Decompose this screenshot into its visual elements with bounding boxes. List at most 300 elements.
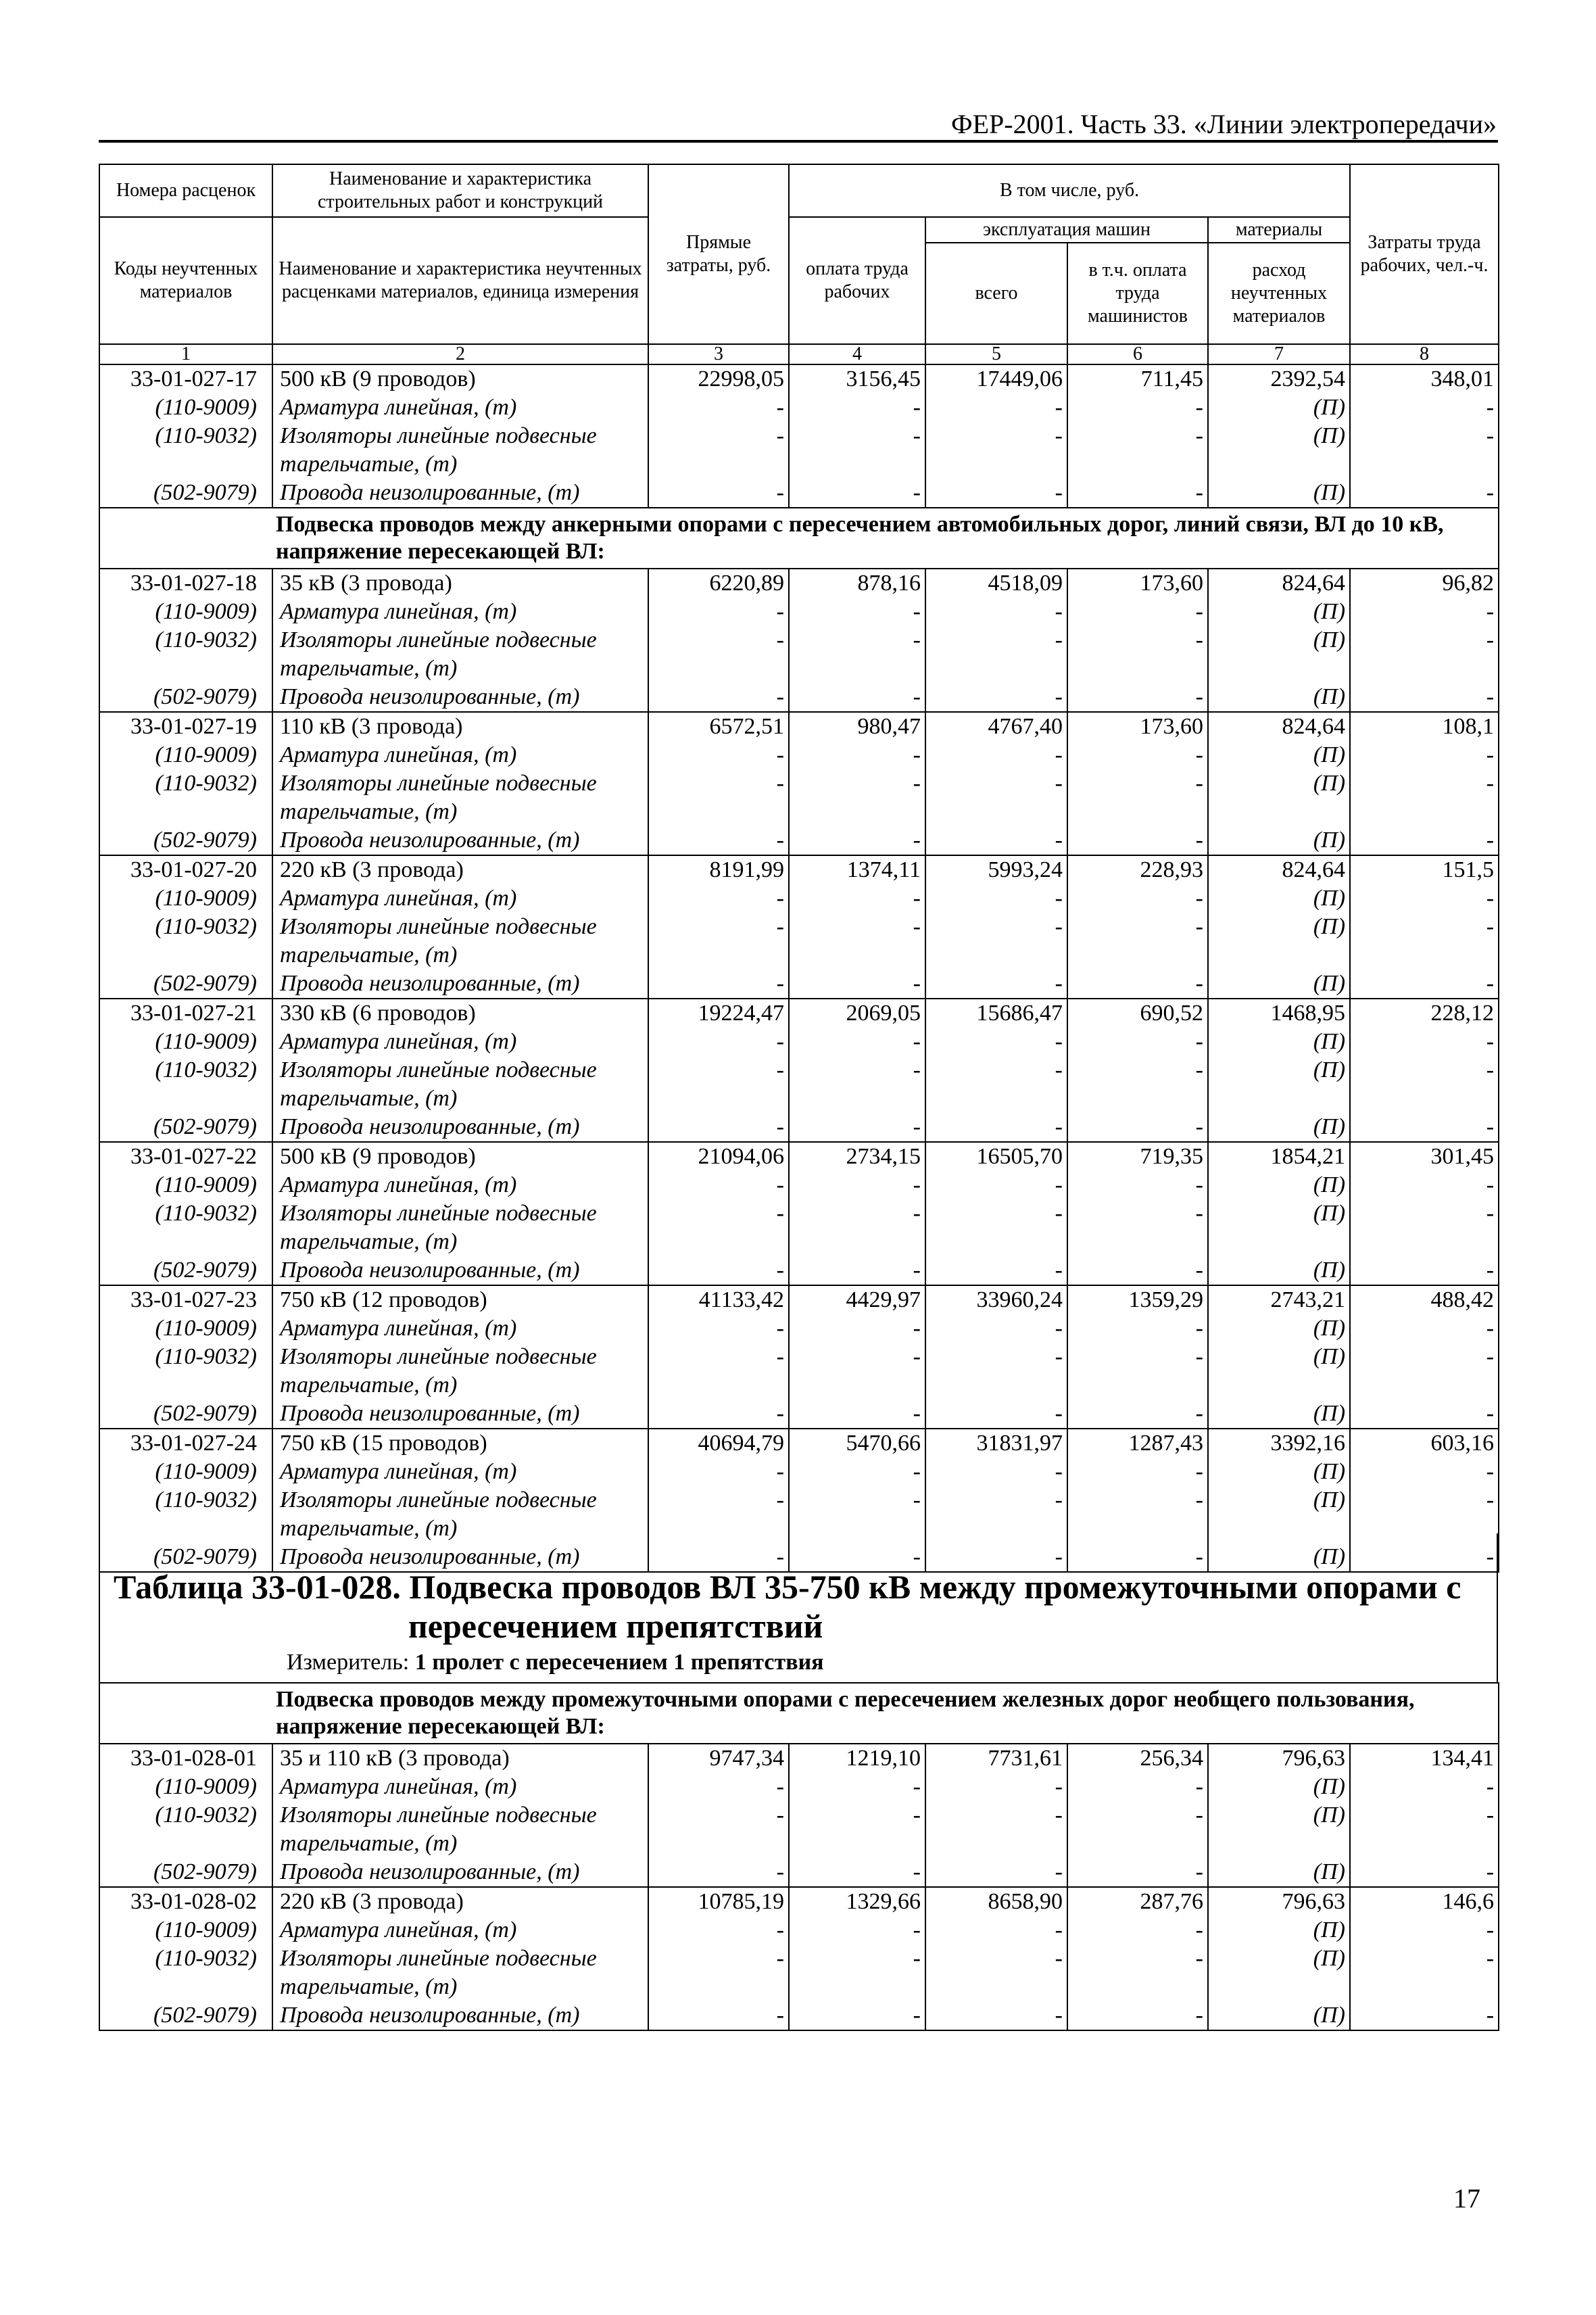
rate-value: 1287,43 [1067,1429,1208,1458]
column-number: 7 [1208,344,1350,364]
resource-name [272,970,648,999]
resource-dash: - [648,422,789,479]
resource-p-mark: (П) [1208,884,1350,913]
rate-value: 151,5 [1350,855,1499,884]
resource-code: (502-9079) [99,683,272,712]
resource-dash: - [1350,1028,1499,1056]
resource-dash: - [789,1858,925,1887]
resource-code: (502-9079) [99,1400,272,1429]
resource-name-text: Провода неизолированные, (т) [280,2003,580,2028]
resource-p-mark: (П) [1208,1486,1350,1543]
resource-dash: - [925,769,1067,826]
resource-row [99,626,1499,683]
resource-dash: - [648,1400,789,1429]
resource-dash: - [789,1028,925,1056]
rate-value: 40694,79 [648,1429,789,1458]
resource-code: (110-9009) [99,741,272,769]
rate-value: 4518,09 [925,569,1067,598]
rate-code: 33-01-027-17 [99,364,272,393]
rate-row [99,1429,1499,1458]
resource-dash: - [789,1486,925,1543]
resource-dash: - [1067,1801,1208,1858]
resource-dash: - [1067,1343,1208,1400]
resource-name-text: Изоляторы линейные подвесные [280,771,597,796]
resource-dash: - [1350,1171,1499,1199]
rate-value: 16505,70 [925,1142,1067,1171]
resource-name-text: Провода неизолированные, (т) [280,1114,580,1139]
resource-dash: - [648,1113,789,1142]
resource-dash: - [925,2001,1067,2030]
resource-code: (110-9032) [99,1343,272,1400]
resource-dash: - [1067,1773,1208,1801]
resource-code: (502-9079) [99,970,272,999]
resource-dash: - [789,1773,925,1801]
rate-row [99,1744,1499,1773]
resource-row [99,1314,1499,1343]
resource-name-text: Изоляторы линейные подвесные [280,627,597,652]
resource-name-text: Изоляторы линейные подвесные [280,1344,597,1369]
column-numbers-row [99,344,1499,364]
resource-row [99,422,1499,479]
resource-row [99,970,1499,999]
resource-dash: - [1350,769,1499,826]
resource-name-text: Провода неизолированные, (т) [280,684,580,709]
col-header-incl: В том числе, руб. [789,164,1350,217]
resource-p-mark: (П) [1208,1343,1350,1400]
resource-name [272,626,648,683]
resource-dash: - [1350,1343,1499,1400]
rate-value: 603,16 [1350,1429,1499,1458]
resource-dash: - [1067,393,1208,422]
resource-dash: - [1067,1056,1208,1113]
rate-value: 8658,90 [925,1887,1067,1916]
rate-value: 348,01 [1350,364,1499,393]
col-header-machines-total: всего [925,243,1067,344]
resource-row [99,1400,1499,1429]
resource-row [99,1916,1499,1944]
resource-dash: - [1350,683,1499,712]
resource-dash: - [789,913,925,970]
rate-value: 796,63 [1208,1887,1350,1916]
rate-value: 228,93 [1067,855,1208,884]
resource-dash: - [1067,1858,1208,1887]
resource-p-mark: (П) [1208,1028,1350,1056]
resource-name [272,1314,648,1343]
resource-dash: - [925,1458,1067,1486]
rate-name: 110 кВ (3 провода) [272,712,648,741]
section-row [99,508,1499,569]
resource-dash: - [648,598,789,626]
column-number: 8 [1350,344,1499,364]
rate-value: 301,45 [1350,1142,1499,1171]
resource-dash: - [789,741,925,769]
resource-dash: - [1350,479,1499,508]
rate-name: 220 кВ (3 провода) [272,1887,648,1916]
resource-dash: - [789,1801,925,1858]
resource-name-text: Изоляторы линейные подвесные [280,914,597,939]
resource-name-text: тарельчатые, (т) [280,1831,458,1856]
resource-code: (110-9032) [99,422,272,479]
resource-dash: - [925,1028,1067,1056]
rate-name: 750 кВ (15 проводов) [272,1429,648,1458]
resource-dash: - [789,393,925,422]
resource-name-text: тарельчатые, (т) [280,656,458,681]
table2-title-line2: пересечением препятствий [408,1607,823,1645]
rate-name: 750 кВ (12 проводов) [272,1285,648,1314]
resource-row [99,1028,1499,1056]
resource-dash: - [1067,1944,1208,2001]
resource-name [272,1056,648,1113]
resource-dash: - [648,2001,789,2030]
rate-code: 33-01-027-22 [99,1142,272,1171]
resource-name [272,1028,648,1056]
resource-name [272,1916,648,1944]
rate-value: 8191,99 [648,855,789,884]
rate-value: 41133,42 [648,1285,789,1314]
resource-dash: - [648,1314,789,1343]
resource-dash: - [789,683,925,712]
resource-dash: - [925,1916,1067,1944]
resource-dash: - [789,1400,925,1429]
resource-dash: - [925,1256,1067,1285]
resource-p-mark: (П) [1208,1801,1350,1858]
resource-code: (110-9009) [99,1314,272,1343]
rate-value: 878,16 [789,569,925,598]
resource-row [99,1113,1499,1142]
rate-value: 146,6 [1350,1887,1499,1916]
resource-dash: - [1350,1256,1499,1285]
column-number: 5 [925,344,1067,364]
resource-name [272,741,648,769]
resource-name-text: тарельчатые, (т) [280,942,458,968]
rate-name: 500 кВ (9 проводов) [272,364,648,393]
resource-name [272,1171,648,1199]
rate-row [99,1887,1499,1916]
resource-dash: - [789,1916,925,1944]
resource-dash: - [1067,626,1208,683]
col-header-work-name: Наименование и характеристика строительных работ и конструкций [272,164,648,217]
rate-value: 33960,24 [925,1285,1067,1314]
resource-dash: - [648,683,789,712]
rate-code: 33-01-027-20 [99,855,272,884]
rate-value: 5993,24 [925,855,1067,884]
page-number: 17 [1453,2183,1480,2214]
rate-value: 796,63 [1208,1744,1350,1773]
rate-value: 2069,05 [789,999,925,1028]
resource-dash: - [1067,741,1208,769]
resource-dash: - [648,1458,789,1486]
resource-dash: - [1067,1400,1208,1429]
resource-code: (110-9009) [99,598,272,626]
resource-p-mark: (П) [1208,1199,1350,1256]
rate-value: 824,64 [1208,712,1350,741]
resource-dash: - [789,1171,925,1199]
resource-p-mark: (П) [1208,1858,1350,1887]
resource-dash: - [789,970,925,999]
rate-value: 1374,11 [789,855,925,884]
rate-value: 690,52 [1067,999,1208,1028]
rate-value: 1219,10 [789,1744,925,1773]
resource-p-mark: (П) [1208,683,1350,712]
resource-row [99,1343,1499,1400]
resource-dash: - [925,1543,1067,1572]
resource-dash: - [789,479,925,508]
rate-value: 1468,95 [1208,999,1350,1028]
resource-dash: - [648,1056,789,1113]
resource-dash: - [1067,683,1208,712]
resource-dash: - [1350,422,1499,479]
resource-dash: - [1067,479,1208,508]
section-heading: Подвеска проводов между анкерными опорами с пересечением автомобильных дорог, линий связи, ВЛ до 10 кВ, напряжение пересекающей ВЛ: [99,508,1499,569]
rate-value: 1329,66 [789,1887,925,1916]
resource-p-mark: (П) [1208,422,1350,479]
col-header-labor-pay: оплата труда рабочих [789,217,925,344]
rate-value: 108,1 [1350,712,1499,741]
resource-dash: - [925,683,1067,712]
resource-dash: - [1067,913,1208,970]
resource-dash: - [789,1458,925,1486]
resource-name [272,1944,648,2001]
resource-dash: - [1067,598,1208,626]
resource-code: (110-9032) [99,913,272,970]
resource-dash: - [648,1858,789,1887]
resource-dash: - [648,479,789,508]
resource-dash: - [1350,1113,1499,1142]
resource-name [272,1343,648,1400]
resource-dash: - [1067,1256,1208,1285]
resource-dash: - [1067,970,1208,999]
resource-name [272,683,648,712]
rate-value: 824,64 [1208,855,1350,884]
resource-dash: - [1067,1314,1208,1343]
resource-p-mark: (П) [1208,1944,1350,2001]
resource-dash: - [1067,2001,1208,2030]
resource-dash: - [925,393,1067,422]
resource-name [272,1256,648,1285]
resource-dash: - [789,626,925,683]
rate-value: 19224,47 [648,999,789,1028]
resource-dash: - [925,598,1067,626]
resource-code: (110-9032) [99,1199,272,1256]
rate-value: 287,76 [1067,1887,1208,1916]
resource-p-mark: (П) [1208,1916,1350,1944]
resource-name-text: Арматура линейная, (т) [280,1172,517,1197]
rate-code: 33-01-027-18 [99,569,272,598]
rate-value: 15686,47 [925,999,1067,1028]
rate-value: 9747,34 [648,1744,789,1773]
rate-row [99,1142,1499,1171]
rate-name: 500 кВ (9 проводов) [272,1142,648,1171]
resource-dash: - [789,2001,925,2030]
resource-code: (110-9032) [99,1486,272,1543]
resource-dash: - [648,1256,789,1285]
rate-value: 824,64 [1208,569,1350,598]
resource-dash: - [925,826,1067,855]
resource-name-text: Арматура линейная, (т) [280,1917,517,1942]
measure-value: 1 пролет с пересечением 1 препятствия [414,1650,824,1675]
rate-value: 719,35 [1067,1142,1208,1171]
resource-dash: - [648,1801,789,1858]
rate-code: 33-01-027-19 [99,712,272,741]
resource-dash: - [925,1171,1067,1199]
resource-row [99,741,1499,769]
resource-name [272,1773,648,1801]
resource-code: (502-9079) [99,826,272,855]
resource-dash: - [1350,1314,1499,1343]
resource-row [99,1056,1499,1113]
rate-code: 33-01-027-23 [99,1285,272,1314]
resource-row [99,598,1499,626]
resource-dash: - [925,1400,1067,1429]
resource-dash: - [1350,626,1499,683]
resource-row [99,1944,1499,2001]
resource-name-text: Провода неизолированные, (т) [280,1859,580,1884]
resource-name-text: Арматура линейная, (т) [280,1774,517,1799]
resource-p-mark: (П) [1208,913,1350,970]
table2-title-line1: Таблица 33-01-028. Подвеска проводов ВЛ 35-750 кВ между промежуточными опорами с [114,1568,1461,1606]
rate-value: 31831,97 [925,1429,1067,1458]
resource-dash: - [789,1113,925,1142]
resource-dash: - [648,626,789,683]
resource-code: (110-9009) [99,1773,272,1801]
column-number: 3 [648,344,789,364]
resource-name [272,1199,648,1256]
rate-value: 4767,40 [925,712,1067,741]
resource-p-mark: (П) [1208,826,1350,855]
resource-name [272,422,648,479]
resource-name-text: Арматура линейная, (т) [280,599,517,624]
resource-dash: - [1350,1543,1499,1572]
resource-code: (502-9079) [99,1858,272,1887]
col-header-direct-costs: Прямые затраты, руб. [648,164,789,344]
resource-dash: - [925,913,1067,970]
resource-name-text: Провода неизолированные, (т) [280,1258,580,1283]
rate-row [99,569,1499,598]
resource-dash: - [648,1486,789,1543]
resource-name-text: Провода неизолированные, (т) [280,971,580,996]
rate-name: 330 кВ (6 проводов) [272,999,648,1028]
resource-name [272,1858,648,1887]
resource-row [99,1199,1499,1256]
resource-name-text: Арматура линейная, (т) [280,742,517,767]
resource-code: (502-9079) [99,479,272,508]
resource-dash: - [789,769,925,826]
resource-code: (502-9079) [99,1256,272,1285]
resource-dash: - [648,1171,789,1199]
resource-dash: - [1067,1458,1208,1486]
column-number: 2 [272,344,648,364]
resource-code: (110-9009) [99,1171,272,1199]
resource-name [272,1400,648,1429]
resource-dash: - [1350,1486,1499,1543]
resource-row [99,1801,1499,1858]
resource-dash: - [1350,598,1499,626]
resource-dash: - [789,1944,925,2001]
resource-name-text: тарельчатые, (т) [280,1974,458,1999]
resource-dash: - [1067,826,1208,855]
resource-p-mark: (П) [1208,626,1350,683]
resource-name-text: тарельчатые, (т) [280,1373,458,1398]
resource-dash: - [1067,1028,1208,1056]
header-rule [99,140,1498,143]
resource-dash: - [1067,1171,1208,1199]
rate-value: 2392,54 [1208,364,1350,393]
rate-value: 3392,16 [1208,1429,1350,1458]
resource-p-mark: (П) [1208,1458,1350,1486]
rate-value: 173,60 [1067,712,1208,741]
resource-dash: - [925,1113,1067,1142]
resource-dash: - [1350,1944,1499,2001]
resource-dash: - [1350,2001,1499,2030]
resource-dash: - [789,1543,925,1572]
rates-table-2 [99,1682,1499,2031]
resource-dash: - [648,1543,789,1572]
resource-row [99,683,1499,712]
resource-dash: - [1350,970,1499,999]
resource-dash: - [1350,826,1499,855]
column-number: 6 [1067,344,1208,364]
resource-dash: - [1350,913,1499,970]
resource-name-text: Изоляторы линейные подвесные [280,1487,597,1512]
resource-dash: - [1067,1543,1208,1572]
resource-dash: - [1067,1916,1208,1944]
resource-row [99,1458,1499,1486]
rate-value: 2734,15 [789,1142,925,1171]
resource-code: (110-9009) [99,1458,272,1486]
resource-dash: - [648,1944,789,2001]
resource-code: (110-9032) [99,626,272,683]
resource-name-text: Арматура линейная, (т) [280,395,517,420]
resource-row [99,769,1499,826]
rate-row [99,364,1499,393]
resource-dash: - [925,1056,1067,1113]
rate-value: 6220,89 [648,569,789,598]
resource-dash: - [1067,769,1208,826]
resource-dash: - [925,741,1067,769]
rate-value: 228,12 [1350,999,1499,1028]
resource-dash: - [1350,1916,1499,1944]
resource-dash: - [925,1858,1067,1887]
rate-value: 1359,29 [1067,1285,1208,1314]
resource-dash: - [648,741,789,769]
resource-name-text: Изоляторы линейные подвесные [280,423,597,448]
rate-value: 980,47 [789,712,925,741]
resource-dash: - [925,479,1067,508]
rate-value: 4429,97 [789,1285,925,1314]
section-row [99,1683,1499,1744]
resource-dash: - [1067,1199,1208,1256]
rate-value: 96,82 [1350,569,1499,598]
resource-code: (110-9032) [99,1801,272,1858]
resource-row [99,1256,1499,1285]
resource-p-mark: (П) [1208,741,1350,769]
resource-dash: - [648,913,789,970]
resource-code: (110-9009) [99,393,272,422]
rate-value: 173,60 [1067,569,1208,598]
resource-dash: - [789,884,925,913]
resource-dash: - [925,1773,1067,1801]
resource-name-text: Провода неизолированные, (т) [280,828,580,853]
resource-dash: - [648,393,789,422]
resource-dash: - [925,1314,1067,1343]
rate-value: 7731,61 [925,1744,1067,1773]
resource-name-text: Изоляторы линейные подвесные [280,1201,597,1226]
resource-name [272,913,648,970]
column-number: 4 [789,344,925,364]
resource-name [272,2001,648,2030]
resource-dash: - [1067,1113,1208,1142]
resource-dash: - [648,970,789,999]
